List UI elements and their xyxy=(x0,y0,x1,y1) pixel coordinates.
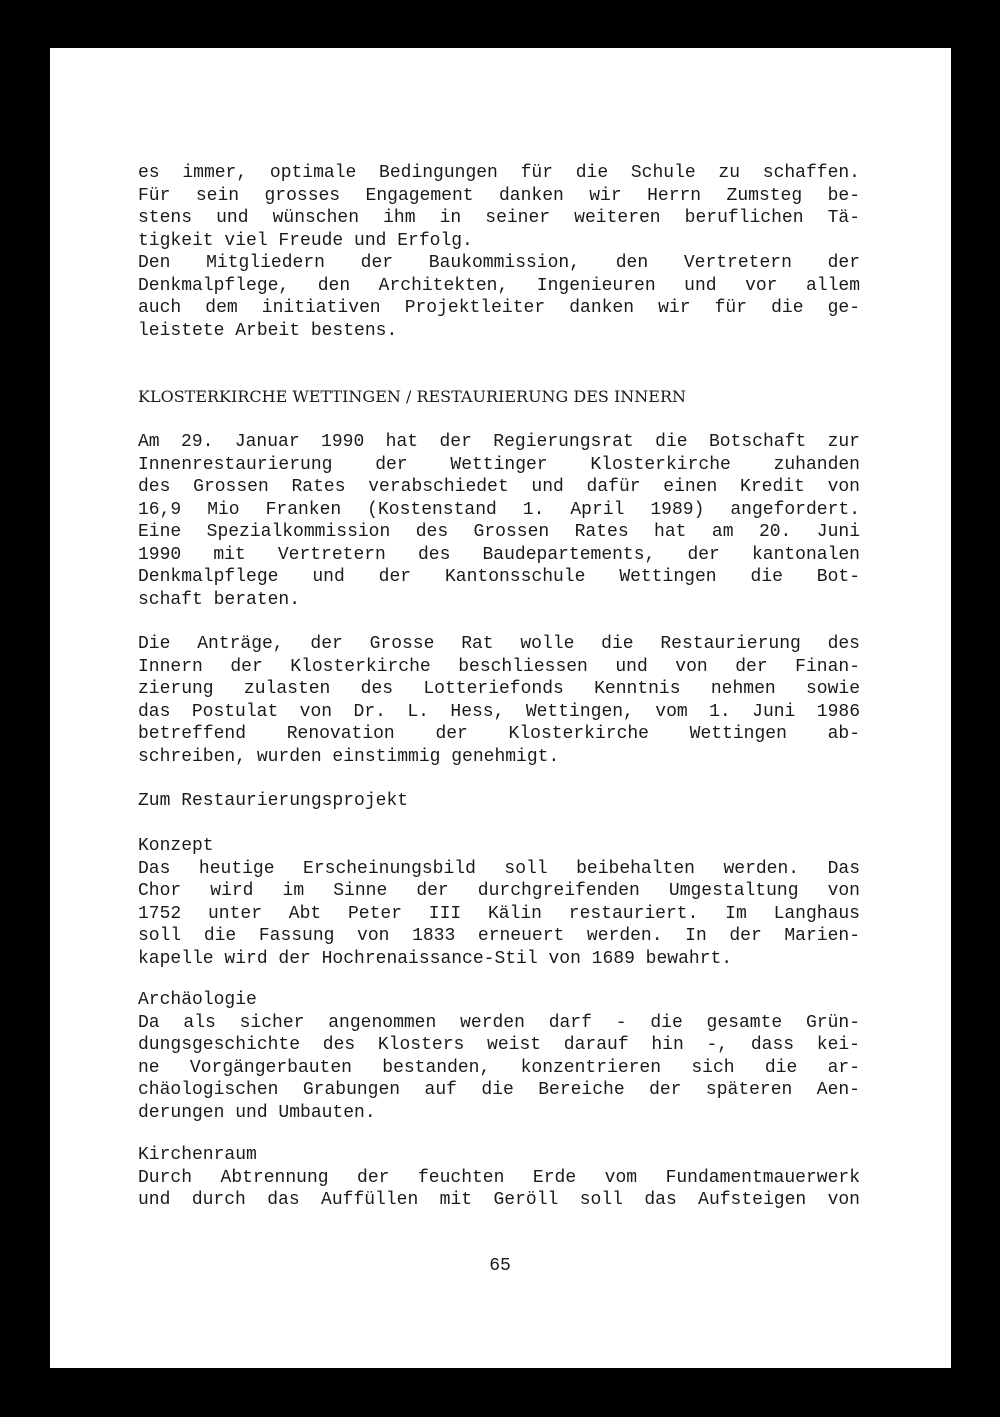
section-archaeologie xyxy=(138,989,860,1124)
text-line: derungen und Umbauten. xyxy=(138,1102,376,1123)
text-line: 16,9 Mio Franken (Kostenstand 1. April 1989) angefordert. xyxy=(138,499,860,520)
archaeologie-title: Archäologie xyxy=(138,990,257,1010)
text-line: tigkeit viel Freude und Erfolg. xyxy=(138,230,473,251)
text-line: betreffend Renovation der Klosterkirche Wettingen ab- xyxy=(138,724,860,744)
text-line: Den Mitgliedern der Baukommission, den Vertretern der xyxy=(138,253,860,273)
text-line: Am 29. Januar 1990 hat der Regierungsrat die Botschaft zur xyxy=(138,432,860,452)
text-line: auch dem initiativen Projektleiter danken wir für die ge- xyxy=(138,298,860,318)
kirchenraum-title: Kirchenraum xyxy=(138,1145,257,1165)
section-heading: KLOSTERKIRCHE WETTINGEN / RESTAURIERUNG DES INNERN xyxy=(138,387,687,406)
text-line: dungsgeschichte des Klosters weist darauf hin -, dass kei- xyxy=(138,1035,860,1055)
text-line: das Postulat von Dr. L. Hess, Wettingen, vom 1. Juni 1986 xyxy=(138,701,860,722)
page-number: 65 xyxy=(489,1256,511,1276)
subheading-restaurierungsprojekt xyxy=(138,790,860,813)
text-line: zierung zulasten des Lotteriefonds Kenntnis nehmen sowie xyxy=(138,679,860,699)
text-line: 1990 mit Vertretern des Baudepartements, der kantonalen xyxy=(138,544,860,565)
intro-paragraph-1 xyxy=(138,162,860,342)
text-line: es immer, optimale Bedingungen für die Schule zu schaffen. xyxy=(138,163,860,183)
text-line: Die Anträge, der Grosse Rat wolle die Restaurierung des xyxy=(138,634,860,654)
text-line: schaft beraten. xyxy=(138,589,301,610)
section-konzept xyxy=(138,835,860,970)
konzept-title: Konzept xyxy=(138,836,214,856)
text-line: Innenrestaurierung der Wettinger Klosterkirche zuhanden xyxy=(138,454,860,475)
section-kirchenraum xyxy=(138,1144,860,1212)
text-line: kapelle wird der Hochrenaissance-Stil von 1689 bewahrt. xyxy=(138,948,733,969)
text-line: Denkmalpflege und der Kantonsschule Wettingen die Bot- xyxy=(138,567,860,587)
text-line: und durch das Auffüllen mit Geröll soll das Aufsteigen von xyxy=(138,1190,860,1210)
text-line: chäologischen Grabungen auf die Bereiche der späteren Aen- xyxy=(138,1080,860,1100)
paragraph-botschaft xyxy=(138,431,860,611)
text-line: des Grossen Rates verabschiedet und dafür einen Kredit von xyxy=(138,477,860,497)
text-line: Für sein grosses Engagement danken wir Herrn Zumsteg be- xyxy=(138,185,860,206)
paragraph-antraege xyxy=(138,633,860,768)
text-line: Da als sicher angenommen werden darf - die gesamte Grün- xyxy=(138,1012,860,1033)
text-line: Chor wird im Sinne der durchgreifenden Umgestaltung von xyxy=(138,881,860,901)
text-line: Innern der Klosterkirche beschliessen und von der Finan- xyxy=(138,656,860,677)
text-line: stens und wünschen ihm in seiner weiteren beruflichen Tä- xyxy=(138,208,860,228)
text-line: leistete Arbeit bestens. xyxy=(138,320,398,341)
subheading-text: Zum Restaurierungsprojekt xyxy=(138,791,409,811)
text-line: Denkmalpflege, den Architekten, Ingenieuren und vor allem xyxy=(138,275,860,296)
text-line: 1752 unter Abt Peter III Kälin restauriert. Im Langhaus xyxy=(138,903,860,924)
text-line: Das heutige Erscheinungsbild soll beibehalten werden. Das xyxy=(138,858,860,879)
text-line: ne Vorgängerbauten bestanden, konzentrieren sich die ar- xyxy=(138,1057,860,1078)
text-line: soll die Fassung von 1833 erneuert werden. In der Marien- xyxy=(138,926,860,946)
text-line: schreiben, wurden einstimmig genehmigt. xyxy=(138,746,560,767)
text-line: Eine Spezialkommission des Grossen Rates hat am 20. Juni xyxy=(138,522,860,542)
text-line: Durch Abtrennung der feuchten Erde vom Fundamentmauerwerk xyxy=(138,1167,860,1188)
